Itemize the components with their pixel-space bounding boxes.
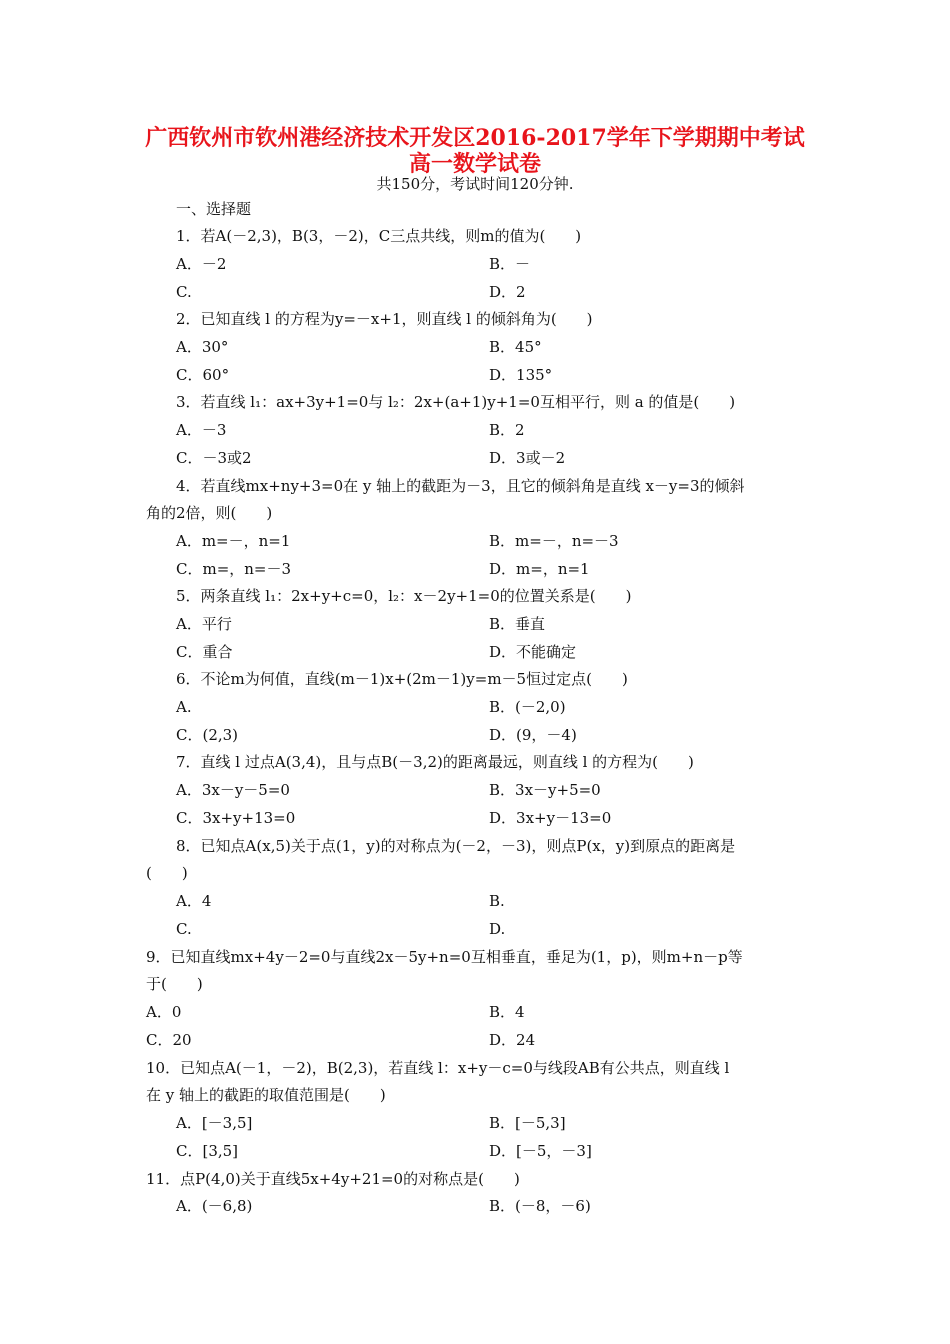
question-2-option-c: C．60° [176,366,230,384]
question-11-option-a: A．(－6,8) [176,1197,253,1215]
question-5-stem: 5．两条直线 l₁：2x+y+c=0，l₂：x－2y+1=0的位置关系是( ) [176,587,632,605]
question-4-option-b: B．m=－，n=－3 [489,532,619,550]
question-8-option-b: B. [489,892,505,910]
question-10-option-d: D．[－5，－3] [489,1142,592,1160]
question-2-stem: 2．已知直线 l 的方程为y=－x+1，则直线 l 的倾斜角为( ) [176,310,593,328]
question-10-option-c: C．[3,5] [176,1142,239,1160]
question-8-option-d: D. [489,920,506,938]
question-1-option-d: D．2 [489,283,526,301]
question-4-option-d: D．m=，n=1 [489,560,590,578]
question-3-option-d: D．3或－2 [489,449,566,467]
question-9-stem: 9．已知直线mx+4y－2=0与直线2x－5y+n=0互相垂直，垂足为(1，p)，则m+n－p等 [146,948,743,966]
question-4-stem-cont: 角的2倍，则( ) [146,504,273,522]
question-7-option-b: B．3x－y+5=0 [489,781,601,799]
question-10-option-b: B．[－5,3] [489,1114,566,1132]
question-2-option-a: A．30° [176,338,229,356]
exam-subject-title: 高一数学试卷 [408,151,541,177]
question-7-option-a: A．3x－y－5=0 [176,781,290,799]
question-2-option-d: D．135° [489,366,553,384]
question-8-option-c: C. [176,920,192,938]
question-3-option-c: C．－3或2 [176,449,252,467]
section-heading: 一、选择题 [176,200,252,218]
question-10-stem: 10．已知点A(－1，－2)，B(2,3)，若直线 l：x+y－c=0与线段AB有公共点，则直线 l [146,1059,730,1077]
question-5-option-b: B．垂直 [489,615,546,633]
question-3-option-a: A．－3 [176,421,227,439]
question-8-option-a: A．4 [176,892,212,910]
question-1-stem: 1．若A(－2,3)，B(3，－2)，C三点共线，则m的值为( ) [176,227,582,245]
question-11-stem: 11．点P(4,0)关于直线5x+4y+21=0的对称点是( ) [146,1170,520,1188]
question-6-option-a: A. [176,698,192,716]
question-6-option-d: D．(9，－4) [489,726,577,744]
question-5-option-d: D．不能确定 [489,643,577,661]
question-7-option-d: D．3x+y－13=0 [489,809,612,827]
question-11-option-b: B．(－8，－6) [489,1197,591,1215]
question-6-option-c: C．(2,3) [176,726,239,744]
question-5-option-c: C．重合 [176,643,233,661]
question-4-option-a: A．m=－，n=1 [176,532,291,550]
question-3-option-b: B．2 [489,421,525,439]
question-1-option-c: C. [176,283,192,301]
question-10-stem-cont: 在 y 轴上的截距的取值范围是( ) [146,1086,386,1104]
question-5-option-a: A．平行 [176,615,232,633]
question-9-option-b: B．4 [489,1003,525,1021]
question-6-option-b: B．(－2,0) [489,698,566,716]
exam-info: 共150分，考试时间120分钟. [376,175,574,193]
question-8-stem: 8．已知点A(x,5)关于点(1，y)的对称点为(－2，－3)，则点P(x，y)到原点的距离是 [176,837,736,855]
question-4-stem: 4．若直线mx+ny+3=0在 y 轴上的截距为－3，且它的倾斜角是直线 x－y=3的倾斜 [176,477,745,495]
question-1-option-a: A．－2 [176,255,227,273]
question-8-stem-cont: ( ) [146,864,188,882]
question-9-option-c: C．20 [146,1031,192,1049]
question-7-stem: 7．直线 l 过点A(3,4)，且与点B(－3,2)的距离最远，则直线 l 的方程为( ) [176,753,694,771]
question-4-option-c: C．m=，n=－3 [176,560,292,578]
question-9-option-d: D．24 [489,1031,536,1049]
question-2-option-b: B．45° [489,338,542,356]
question-9-option-a: A．0 [146,1003,182,1021]
question-10-option-a: A．[－3,5] [176,1114,253,1132]
question-6-stem: 6．不论m为何值，直线(m－1)x+(2m－1)y=m－5恒过定点( ) [176,670,628,688]
question-1-option-b: B．－ [489,255,531,273]
question-9-stem-cont: 于( ) [146,975,203,993]
exam-title: 广西钦州市钦州港经济技术开发区2016-2017学年下学期期中考试 [145,125,805,151]
question-3-stem: 3．若直线 l₁：ax+3y+1=0与 l₂：2x+(a+1)y+1=0互相平行，则 a 的值是( ) [176,393,736,411]
question-7-option-c: C．3x+y+13=0 [176,809,296,827]
